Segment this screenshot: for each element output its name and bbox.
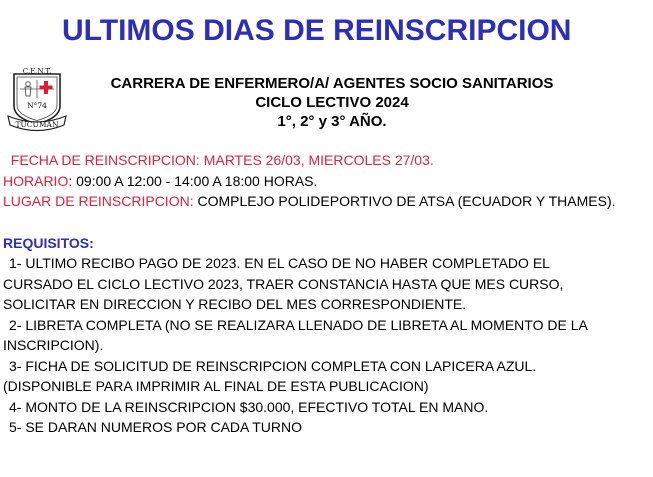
requirement-line: CURSADO EL CICLO LECTIVO 2023, TRAER CONSTANCIA HASTA QUE MES CURSO,	[3, 275, 564, 292]
requirement-line: 2- LIBRETA COMPLETA (NO SE REALIZARA LLENADO DE LIBRETA AL MOMENTO DE LA	[9, 316, 588, 333]
schedule-value: : 09:00 A 12:00 - 14:00 A 18:00 HORAS.	[68, 172, 318, 189]
announcement-body	[3, 150, 648, 438]
page-title: ULTIMOS DIAS DE REINSCRIPCION	[62, 14, 572, 47]
requirement-line: 3- FICHA DE SOLICITUD DE REINSCRIPCION COMPLETA CON LAPICERA AZUL.	[9, 357, 537, 374]
schedule-line	[3, 171, 648, 192]
course-years: 1°, 2° y 3° AÑO.	[277, 113, 387, 130]
logo-top-text: C.E.N.T.	[22, 68, 52, 76]
logo-number-text: N°74	[27, 101, 47, 110]
schedule-label: HORARIO	[3, 172, 69, 189]
career-name: CARRERA DE ENFERMERO/A/ AGENTES SOCIO SANITARIOS	[110, 75, 554, 92]
location-value: COMPLEJO POLIDEPORTIVO DE ATSA (ECUADOR Y THAMES).	[193, 193, 616, 209]
requirement-item-5	[3, 417, 648, 438]
requirement-line: (DISPONIBLE PARA IMPRIMIR AL FINAL DE ESTA PUBLICACION)	[3, 378, 429, 394]
requirement-line: 4- MONTO DE LA REINSCRIPCION $30.000, EFECTIVO TOTAL EN MANO.	[9, 398, 489, 415]
requirement-item-1	[3, 253, 648, 315]
location-label: LUGAR DE REINSCRIPCION:	[3, 193, 194, 209]
career-header	[72, 74, 592, 131]
requirement-item-4	[3, 397, 648, 418]
logo-banner-text: TUCUMAN	[15, 120, 59, 129]
requirement-item-3	[3, 356, 648, 397]
requirement-line: 1- ULTIMO RECIBO PAGO DE 2023. EN EL CASO DE NO HABER COMPLETADO EL	[9, 255, 550, 271]
requirement-item-2	[3, 315, 648, 356]
cent-74-logo	[6, 68, 68, 132]
requirements-heading: REQUISITOS:	[3, 234, 94, 251]
requirement-line: INSCRIPCION).	[3, 337, 104, 353]
requirement-line: SOLICITAR EN DIRECCION Y RECIBO DEL MES CORRESPONDIENTE.	[3, 296, 467, 312]
section-spacer	[3, 212, 648, 233]
reinscription-dates: FECHA DE REINSCRIPCION: MARTES 26/03, MIERCOLES 27/03.	[3, 152, 434, 168]
school-year: CICLO LECTIVO 2024	[255, 94, 409, 111]
requirement-line: 5- SE DARAN NUMEROS POR CADA TURNO	[9, 419, 303, 435]
school-crest-icon	[6, 68, 68, 132]
location-line	[3, 191, 648, 212]
